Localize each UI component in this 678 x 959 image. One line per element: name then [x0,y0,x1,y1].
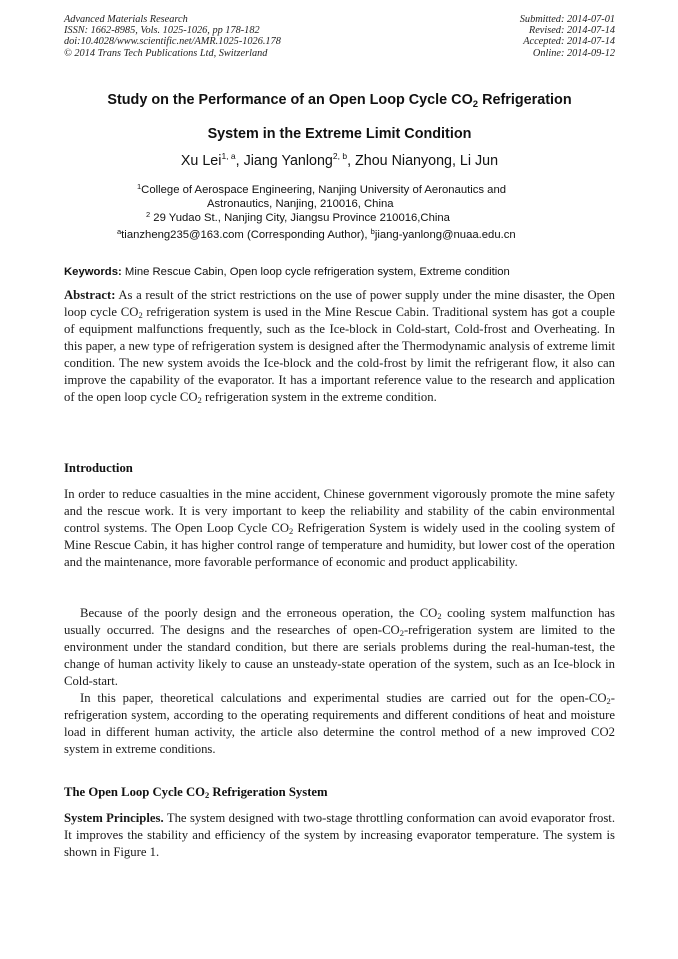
author-list: Xu Lei$^{1, a}$, Jiang Yanlong$^{2, b}$, Zhou Nianyong, Li Jun [180,151,499,169]
email-link-b[interactable]: jiang-yanlong@nuaa.edu.cn [374,229,516,241]
keywords-label: Keywords: [64,266,122,278]
revised-date: Revised: 2014-07-14 [528,25,615,37]
paper-title-line2: System in the Extreme Limit Condition [207,126,472,142]
submitted-date: Submitted: 2014-07-01 [519,14,615,25]
online-date: Online: 2014-09-12 [532,47,615,59]
paper-title-line1: Study on the Performance of an Open Loop Cycle $CO_2$ Refrigeration [107,92,572,110]
issn-line: ISSN: 1662-8985, Vols. 1025-1026, pp 178-182 [64,25,260,37]
affiliation-1: $^1$College of Aerospace Engineering, Nanjing University of Aeronautics and [137,182,507,196]
introduction-paragraph-3: In this paper, theoretical calculations and experimental studies are carried out for the open-$CO_2$-refrigeration system, according to the operating requirements and different conditions of heat and moisture load in different human activity, the article also determine the control method of a new improved CO2 system in extreme conditions. [64,691,615,756]
affiliation-1-cont: Astronautics, Nanjing, 210016, China [207,198,394,210]
accepted-date: Accepted: 2014-07-14 [523,36,615,48]
contact-emails: $^a$tianzheng235@163.com (Corresponding Author), $^b$jiang-yanlong@nuaa.edu.cn [117,227,516,241]
doi-line: doi:10.4028/www.scientific.net/AMR.1025-1026.178 [64,36,281,48]
publication-dates [520,14,615,59]
system-principles-paragraph: System Principles. The system designed with two-stage throttling conformation can avoid evaporator frost. It improves the stability and efficiency of the system by increasing evaporator temperature. The system is shown in Figure 1. [64,811,615,859]
system-principles-label: System Principles. [64,811,164,825]
publication-info [64,14,281,59]
abstract-paragraph: Abstract: As a result of the strict restrictions on the use of power supply under the mine disaster, the Open loop cycle $CO_2$ refrigeration system is used in the Mine Rescue Cabin. Traditional system has got a couple of equipment malfunctions frequently, such as the Ice-block in Cold-start, Cold-frost and Overheating. In this paper, a new type of refrigeration system is designed after the Thermodynamic analysis of extreme limit condition. The new system avoids the Ice-block and the cold-frost by limit the refrigerant flow, it also can improve the capability of the evaporator. It has a important reference value to the research and application of the open loop cycle $CO_2$ refrigeration system in the extreme condition. [64,288,615,405]
abstract-label: Abstract: [64,288,116,302]
affiliation-2: $^2$ 29 Yudao St., Nanjing City, Jiangsu Province 210016,China [146,210,450,224]
introduction-paragraph-1: In order to reduce casualties in the mine accident, Chinese government vigorously promote the mine safety and the rescue work. It is very important to keep the reliability and stability of the cabin environmental control systems. The Open Loop Cycle $CO_2$ Refrigeration System is widely used in the cooling system of Mine Rescue Cabin, it has higher control range of temperature and humidity, but lower cost of the operation and the maintenance, more favorable performance of economic and product applicability. [64,487,615,569]
paper-page [64,14,616,859]
section-heading-system: The Open Loop Cycle $CO_2$ Refrigeration System [64,785,328,800]
keywords-line [64,266,615,278]
introduction-heading: Introduction [64,461,133,475]
copyright-line: © 2014 Trans Tech Publications Ltd, Switzerland [64,47,268,59]
publication-header [64,14,615,59]
introduction-paragraph-2: Because of the poorly design and the erroneous operation, the $CO_2$ cooling system malfunction has usually occurred. The designs and the researches of open-$CO_2$-refrigeration system are limited to the environment under the standard condition, but there are serials problems during the real-human-test, the change of human activity likely to cause an unsteady-state operation of the system, such as an Ice-block in Cold-start. [64,606,616,688]
journal-name: Advanced Materials Research [64,14,188,25]
email-link-a[interactable]: tianzheng235@163.com (Corresponding Author), [121,229,371,241]
keywords-text: Mine Rescue Cabin, Open loop cycle refrigeration system, Extreme condition [121,266,510,278]
